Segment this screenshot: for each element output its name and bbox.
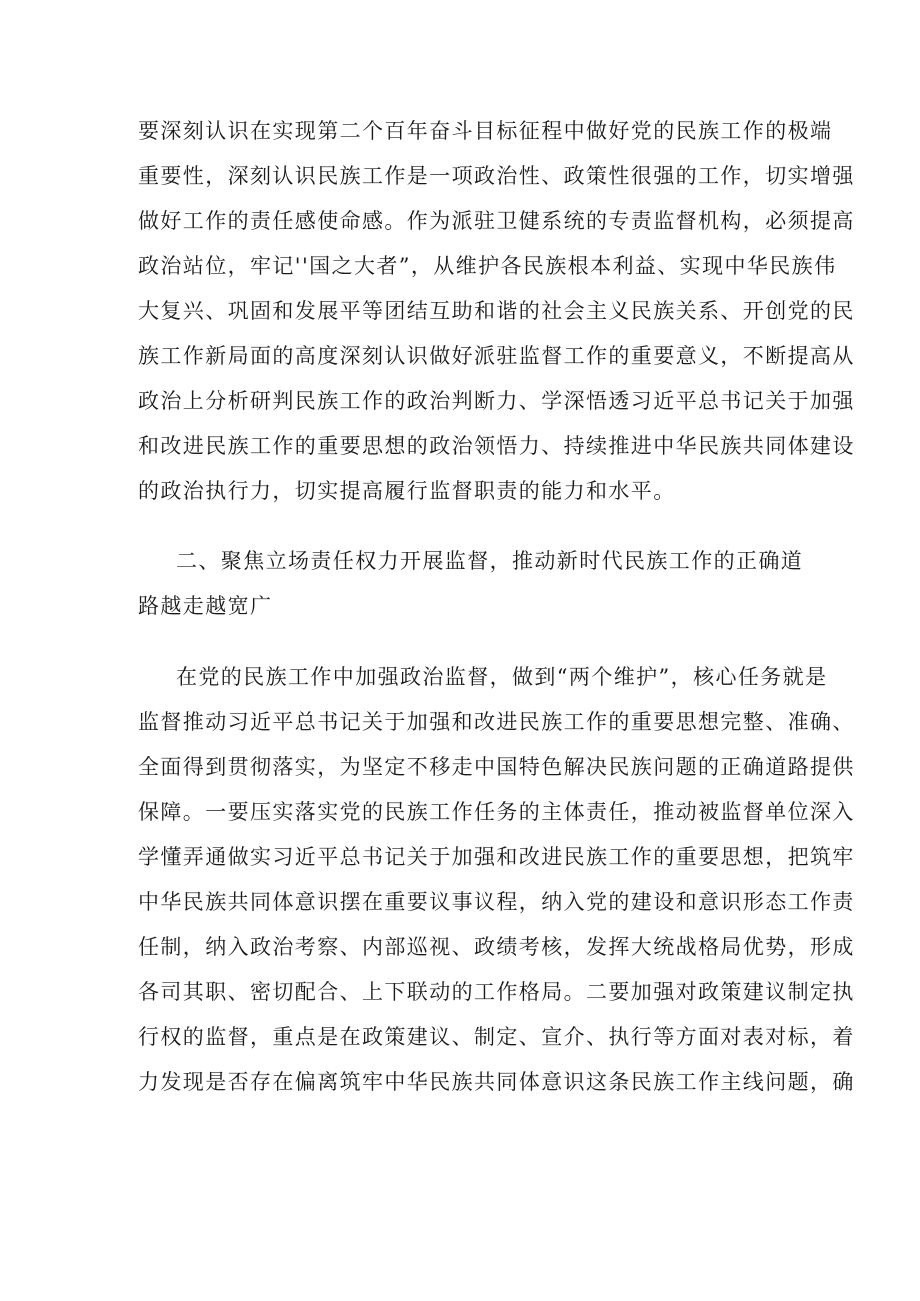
- text-line: 在党的民族工作中加强政治监督，做到“两个维护”，核心任务就是: [176, 665, 828, 689]
- text-line: 的政治执行力，切实提高履行监督职责的能力和水平。: [138, 479, 676, 503]
- text-line: 和改进民族工作的重要思想的政治领悟力、持续推进中华民族共同体建设: [138, 434, 855, 458]
- section-heading: 二、聚焦立场责任权力开展监督，推动新时代民族工作的正确道: [176, 549, 804, 573]
- text-line: 监督推动习近平总书记关于加强和改进民族工作的重要思想完整、准确、: [138, 710, 855, 734]
- text-line: 各司其职、密切配合、上下联动的工作格局。二要加强对政策建议制定执: [138, 980, 855, 1004]
- text-line: 做好工作的责任感使命感。作为派驻卫健系统的专责监督机构，必须提高: [138, 209, 855, 233]
- text-line: 全面得到贯彻落实，为坚定不移走中国特色解决民族问题的正确道路提供: [138, 755, 855, 779]
- text-line: 政治上分析研判民族工作的政治判断力、学深悟透习近平总书记关于加强: [138, 389, 855, 413]
- text-line: 学懂弄通做实习近平总书记关于加强和改进民族工作的重要思想，把筑牢: [138, 845, 855, 869]
- text-line: 族工作新局面的高度深刻认识做好派驻监督工作的重要意义，不断提高从: [138, 344, 855, 368]
- text-line: 要深刻认识在实现第二个百年奋斗目标征程中做好党的民族工作的极端: [138, 119, 833, 143]
- text-line: 保障。一要压实落实党的民族工作任务的主体责任，推动被监督单位深入: [138, 800, 855, 824]
- text-line: 力发现是否存在偏离筑牢中华民族共同体意识这条民族工作主线问题，确: [138, 1070, 855, 1094]
- text-line: 政治站位，牢记''国之大者”，从维护各民族根本利益、实现中华民族伟: [138, 254, 837, 278]
- text-line: 任制，纳入政治考察、内部巡视、政绩考核，发挥大统战格局优势，形成: [138, 935, 855, 959]
- text-line: 重要性，深刻认识民族工作是一项政治性、政策性很强的工作，切实增强: [138, 164, 855, 188]
- text-line: 中华民族共同体意识摆在重要议事议程，纳入党的建设和意识形态工作责: [138, 890, 855, 914]
- text-line: 行权的监督，重点是在政策建议、制定、宣介、执行等方面对表对标，着: [138, 1025, 855, 1049]
- text-line: 大复兴、巩固和发展平等团结互助和谐的社会主义民族关系、开创党的民: [138, 299, 855, 323]
- section-heading: 路越走越宽广: [138, 594, 273, 618]
